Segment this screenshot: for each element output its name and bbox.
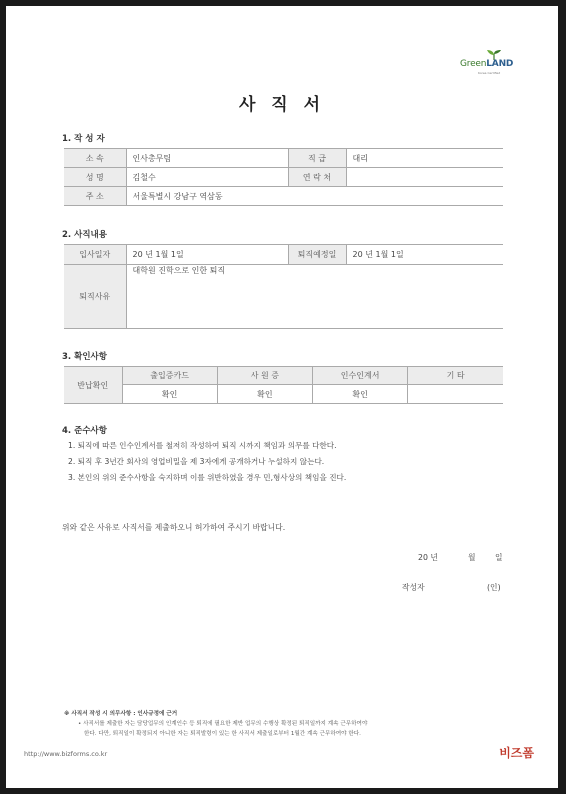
other-value[interactable] (408, 385, 503, 404)
compliance-item: 2. 퇴직 후 3년간 회사의 영업비밀을 제 3자에게 공개하거나 누설하지 않는다. (68, 457, 325, 466)
planned-date-label: 퇴직예정일 (288, 245, 346, 265)
seal-mark[interactable]: (인) (487, 583, 501, 592)
join-date-label: 입사일자 (64, 245, 126, 265)
dept-label: 소 속 (64, 149, 126, 168)
request-text: 위와 같은 사유로 사직서를 제출하오니 허가하여 주시기 바랍니다. (62, 523, 286, 532)
col-header-employee-id: 사 원 증 (217, 367, 312, 385)
date-month[interactable]: 월 (468, 553, 476, 562)
join-date-value[interactable]: 20 년 1월 1일 (126, 245, 288, 265)
return-confirm-label: 반납확인 (64, 367, 122, 404)
rank-label: 직 급 (288, 149, 346, 168)
compliance-item: 3. 본인의 위의 준수사항을 숙지하며 이를 위반하였을 경우 민,형사상의 책임을 진다. (68, 473, 347, 482)
notes-heading: ※ 사직서 작성 시 의무사항 : 인사규정에 근거 (64, 711, 178, 717)
document-page (6, 6, 558, 788)
address-label: 주 소 (64, 187, 126, 206)
access-card-value[interactable]: 확인 (122, 385, 217, 404)
greenland-logo (460, 50, 530, 76)
reason-value[interactable]: 대학원 진학으로 인한 퇴직 (126, 265, 503, 329)
signer-label: 작성자 (402, 583, 425, 592)
handover-value[interactable]: 확인 (313, 385, 408, 404)
name-value[interactable]: 김철수 (126, 168, 288, 187)
reason-label: 퇴직사유 (64, 265, 126, 329)
col-header-other: 기 타 (408, 367, 503, 385)
section-author-title: 1. 작 성 자 (62, 134, 105, 144)
dept-value[interactable]: 인사총무팀 (126, 149, 288, 168)
rank-value[interactable]: 대리 (346, 149, 503, 168)
document-title: 사 직 서 (238, 95, 326, 115)
section-confirm-title: 3. 확인사항 (62, 352, 107, 362)
name-label: 성 명 (64, 168, 126, 187)
date-day[interactable]: 일 (495, 553, 503, 562)
obligation-notes (64, 709, 504, 739)
notes-bullet: • 사직서를 제출한 자는 담당업무의 인계인수 등 퇴직에 필요한 제반 업무의 수행상 확정된 퇴직일까지 계속 근무하여야 (78, 721, 368, 727)
employee-id-value[interactable]: 확인 (217, 385, 312, 404)
section-compliance-title: 4. 준수사항 (62, 426, 107, 436)
author-table (64, 148, 503, 206)
contact-label: 연 락 처 (288, 168, 346, 187)
resignation-table (64, 244, 503, 329)
compliance-item: 1. 퇴직에 따른 인수인계서를 철저히 작성하여 퇴직 시까지 책임과 의무를 다한다. (68, 441, 337, 450)
col-header-access-card: 출입증카드 (122, 367, 217, 385)
date-year[interactable]: 20 년 (418, 553, 438, 562)
contact-value[interactable] (346, 168, 503, 187)
bizform-logo: 비즈폼 (499, 746, 534, 760)
col-header-handover: 인수인계서 (313, 367, 408, 385)
section-resignation-title: 2. 사직내용 (62, 230, 107, 240)
footer-url-link[interactable]: http://www.bizforms.co.kr (24, 750, 108, 758)
confirm-table (64, 366, 503, 404)
logo-tagline: Korea Certified (478, 71, 501, 75)
notes-bullet-continued: 한다. 다만, 퇴직일이 확정되지 아니한 자는 퇴직발령이 있는 한 사직서 제출일로부터 1월간 계속 근무하여야 한다. (84, 731, 361, 737)
address-value[interactable]: 서울특별시 강남구 역삼동 (126, 187, 503, 206)
planned-date-value[interactable]: 20 년 1월 1일 (346, 245, 503, 265)
logo-wordmark: GreenLAND (460, 59, 514, 69)
compliance-list (68, 438, 346, 486)
